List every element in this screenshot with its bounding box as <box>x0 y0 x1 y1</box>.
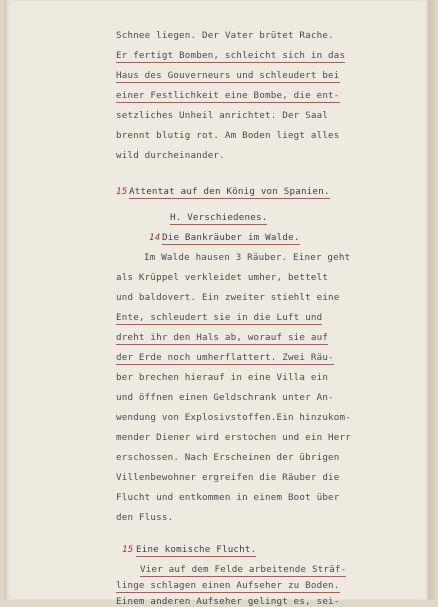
text-line: Er fertigt Bomben, schleicht sich in das <box>116 50 346 61</box>
text-line: und baldovert. Ein zweiter stiehlt eine <box>116 292 340 303</box>
text-line: brennt blutig rot. Am Boden liegt alles <box>116 130 340 141</box>
text-line: setzliches Unheil anrichtet. Der Saal <box>116 110 329 121</box>
text-line: Schnee liegen. Der Vater brütet Rache. <box>116 30 334 41</box>
text-line: wild durcheinander. <box>116 150 225 161</box>
text-line: Haus des Gouverneurs und schleudert bei <box>116 70 340 81</box>
page-edge <box>428 0 438 600</box>
text-line: wendung von Explosivstoffen.Ein hinzukom- <box>116 412 351 423</box>
text-line: Im Walde hausen 3 Räuber. Einer geht <box>144 252 351 263</box>
text-line: linge schlagen einen Aufseher zu Boden. <box>116 580 340 591</box>
section-heading: H. Verschiedenes. <box>170 212 268 223</box>
item-heading: Eine komische Flucht. <box>136 544 257 555</box>
text-line: der Erde noch umherflattert. Zwei Räu- <box>116 352 334 363</box>
text-line: und öffnen einen Geldschrank unter An- <box>116 392 334 403</box>
text-line: Flucht und entkommen in einem Boot über <box>116 492 340 503</box>
text-line: erschossen. Nach Erscheinen der übrigen <box>116 452 340 463</box>
text-line: Ente, schleudert sie in die Luft und <box>116 312 323 323</box>
document-page <box>4 0 428 607</box>
text-line: dreht ihr den Hals ab, worauf sie auf <box>116 332 329 343</box>
page-fold <box>4 0 10 600</box>
text-line: mender Diener wird erstochen und ein Herr <box>116 432 351 443</box>
section-mark: 14 <box>149 232 161 243</box>
text-line: einer Festlichkeit eine Bombe, die ent- <box>116 90 340 101</box>
text-line: ber brechen hierauf in eine Villa ein <box>116 372 329 383</box>
text-line: als Krüppel verkleidet umher, bettelt <box>116 272 329 283</box>
item-heading: Die Bankräuber im Walde. <box>162 232 300 243</box>
text-line: den Fluss. <box>116 512 174 523</box>
item-heading: Attentat auf den König von Spanien. <box>129 186 330 197</box>
text-line: Einem anderen Aufseher gelingt es, sei- <box>116 596 340 607</box>
section-mark: 15 <box>122 544 134 555</box>
text-line: Villenbewohner ergreifen die Räuber die <box>116 472 340 483</box>
section-mark: 15 <box>116 186 128 197</box>
text-line: Vier auf dem Felde arbeitende Sträf- <box>140 564 347 575</box>
